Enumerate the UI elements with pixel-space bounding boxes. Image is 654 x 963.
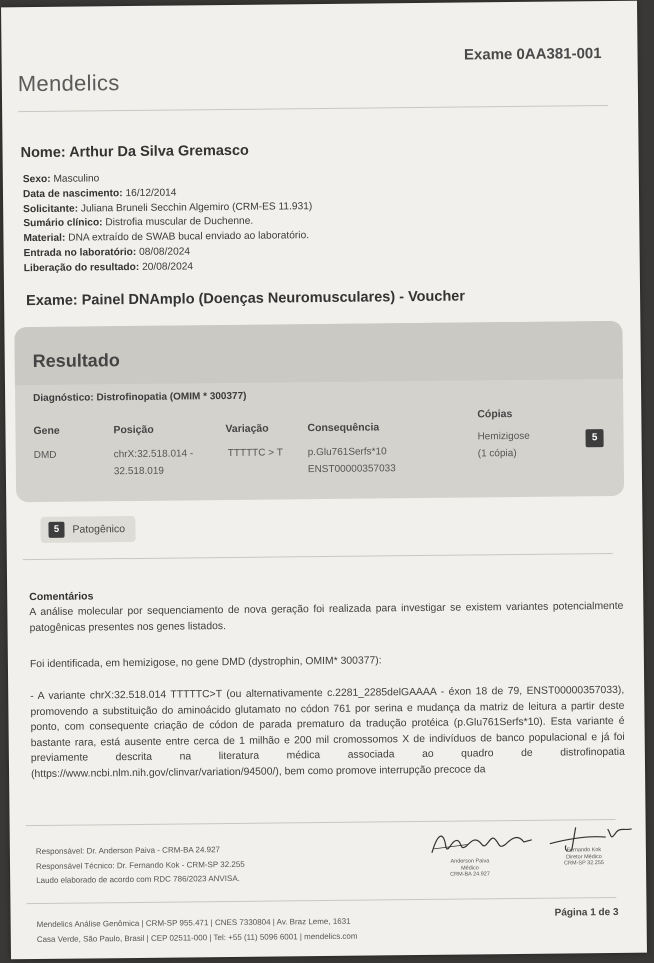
patient-name: Nome: Arthur Da Silva Gremasco — [20, 142, 249, 162]
comments-paragraph-3: - A variante chrX:32.518.014 TTTTTC>T (ou alternativamente c.2281_2285delGAAAA - éxon 18 de 79, ENST00000357033), promovendo a substituição do aminoácido glutamato no códon 761 por serina e mudança da matriz de leitura a partir deste ponto, com consequente criação de códon de parada prematuro da tradução protéica (p.Glu761Serfs*10). Esta variante é bastante rara, está ausente entre cerca de 1 milhão e 200 mil cromossomos X de indivíduos de banco populacional e já foi previamente descrita na literatura médica associada ao quadro de distrofinopatia (https://www.ncbi.nlm.nih.gov/clinvar/variation/94500/), bem como promove interrupção precoce da — [30, 684, 625, 781]
col-gene: Gene — [33, 424, 60, 438]
cell-variation: TTTTTC > T — [227, 447, 283, 460]
info-row-requester: Solicitante: Juliana Bruneli Secchin Algemiro (CRM-ES 11.931) — [23, 200, 313, 215]
score-badge: 5 — [585, 429, 603, 447]
result-title: Resultado — [32, 350, 120, 372]
exam-title: Exame: Painel DNAmplo (Doenças Neuromusculares) - Voucher — [26, 288, 466, 310]
info-row-lab-entry: Entrada no laboratório: 08/08/2024 — [23, 246, 191, 260]
info-row-sex: Sexo: Masculino — [22, 173, 100, 186]
col-copies: Cópias — [477, 408, 513, 421]
signature-anderson-paiva — [428, 824, 538, 861]
signature-caption-anderson: Anderson Paiva Médico CRM-BA 24.927 — [450, 858, 490, 878]
classification-badge — [40, 516, 135, 543]
responsible-info: Responsável: Dr. Anderson Paiva - CRM-BA 24.927 Responsável Técnico: Dr. Fernando Kok - CRM-SP 32.255 Laudo elaborado de acordo com RDC 786/2023 ANVISA. — [35, 845, 245, 886]
comments-title: Comentários — [29, 590, 94, 604]
cell-gene: DMD — [33, 449, 57, 462]
result-panel — [14, 321, 624, 502]
classification-label: Patogênico — [72, 523, 126, 536]
mendelics-logo: Mendelics — [17, 70, 120, 97]
cell-copies: Hemizigose (1 cópia) — [477, 430, 530, 460]
info-row-material: Material: DNA extraído de SWAB bucal enviado ao laboratório. — [23, 230, 310, 245]
bottom-divider — [26, 897, 616, 904]
col-consequence: Consequência — [307, 421, 380, 435]
cell-position: chrX:32.518.014 - 32.518.019 — [113, 448, 194, 478]
info-row-release: Liberação do resultado: 20/08/2024 — [23, 261, 194, 274]
header-divider — [18, 105, 608, 112]
info-row-clinical-summary: Sumário clínico: Distrofia muscular de Duchenne. — [23, 216, 254, 230]
patient-info — [23, 170, 313, 277]
report-page — [1, 1, 647, 960]
page-number: Página 1 de 3 — [554, 906, 619, 919]
signature-caption-fernando: Fernando Kok Diretor Médico CRM-SP 32.255 — [563, 847, 605, 867]
info-row-birthdate: Data de nascimento: 16/12/2014 — [22, 187, 177, 200]
section-divider — [23, 553, 613, 560]
diagnosis: Diagnóstico: Distrofinopatia (OMIM * 300377) — [33, 390, 247, 405]
company-address: Mendelics Análise Genômica | CRM-SP 955.471 | CNES 7330804 | Av. Braz Leme, 1631 Casa Verde, São Paulo, Brasil | CEP 02511-000 | Tel: +55 (11) 5096 6001 | mendelics.com — [36, 916, 358, 945]
col-variation: Variação — [225, 422, 269, 436]
col-position: Posição — [113, 423, 154, 437]
classification-score: 5 — [48, 522, 64, 538]
comments-paragraph-2: Foi identificada, em hemizigose, no gene DMD (dystrophin, OMIM* 300377): — [29, 655, 382, 671]
comments-paragraph-1: A análise molecular por sequenciamento de nova geração foi realizada para investigar se existem variantes potencialmente patogênicas presentes nos genes listados. — [29, 600, 624, 634]
cell-consequence: p.Glu761Serfs*10 ENST00000357033 — [307, 446, 396, 476]
exam-code: Exame 0AA381-001 — [463, 45, 602, 64]
